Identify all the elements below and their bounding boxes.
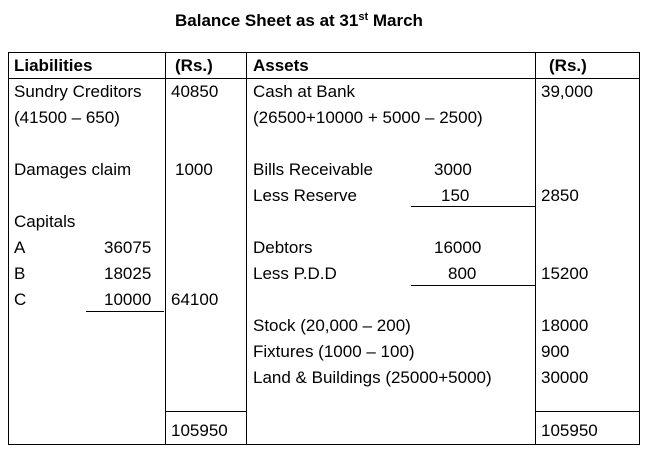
sundry-creditors-label: Sundry Creditors xyxy=(14,82,142,101)
less-reserve-value: 150 xyxy=(441,186,470,205)
header-assets-amount: (Rs.) xyxy=(549,56,587,75)
debtors-value: 16000 xyxy=(434,238,482,257)
bills-receivable-value: 3000 xyxy=(434,160,472,179)
capitals-amount: 64100 xyxy=(171,290,219,309)
liab-amount-divider xyxy=(165,52,166,445)
bills-receivable-underline xyxy=(411,206,535,207)
damages-claim-amount: 1000 xyxy=(175,160,213,179)
header-liabilities-amount: (Rs.) xyxy=(175,56,213,75)
right-border xyxy=(639,52,640,445)
cash-at-bank-amount: 39,000 xyxy=(541,82,593,101)
land-buildings-amount: 30000 xyxy=(541,368,589,387)
partner-b-value: 18025 xyxy=(104,264,152,283)
table-bottom-border xyxy=(8,444,640,445)
cash-at-bank-detail: (26500+10000 + 5000 – 2500) xyxy=(253,108,483,127)
partner-a-value: 36075 xyxy=(104,238,152,257)
assets-amount-divider xyxy=(535,52,536,445)
land-buildings-label: Land & Buildings (25000+5000) xyxy=(253,368,492,387)
liabilities-total: 105950 xyxy=(171,421,228,440)
title-main: Balance Sheet as at 31 xyxy=(175,11,359,30)
bills-receivable-label: Bills Receivable xyxy=(253,160,373,179)
header-bottom-border xyxy=(8,78,640,79)
debtors-amount: 15200 xyxy=(541,264,589,283)
left-border xyxy=(8,52,9,445)
header-liabilities: Liabilities xyxy=(14,56,93,75)
damages-claim-label: Damages claim xyxy=(14,160,132,179)
title-superscript: st xyxy=(358,11,369,23)
less-pdd-value: 800 xyxy=(448,264,477,283)
partner-c-value: 10000 xyxy=(104,290,152,309)
page-title xyxy=(175,11,423,31)
table-top-border xyxy=(8,52,640,53)
debtors-label: Debtors xyxy=(253,238,313,257)
fixtures-amount: 900 xyxy=(541,342,570,361)
center-divider xyxy=(246,52,247,445)
debtors-underline xyxy=(411,285,535,286)
capitals-label: Capitals xyxy=(14,212,76,231)
capitals-subtotal-underline xyxy=(86,311,164,312)
title-tail: March xyxy=(368,11,423,30)
bills-receivable-amount: 2850 xyxy=(541,186,579,205)
partner-a-name: A xyxy=(14,238,26,257)
partner-c-name: C xyxy=(14,290,27,309)
stock-label: Stock (20,000 – 200) xyxy=(253,316,411,335)
less-pdd-label: Less P.D.D xyxy=(253,264,337,283)
stock-amount: 18000 xyxy=(541,316,589,335)
sundry-creditors-detail: (41500 – 650) xyxy=(14,108,120,127)
cash-at-bank-label: Cash at Bank xyxy=(253,82,356,101)
fixtures-label: Fixtures (1000 – 100) xyxy=(253,342,415,361)
partner-b-name: B xyxy=(14,264,26,283)
less-reserve-label: Less Reserve xyxy=(253,186,357,205)
assets-total-line xyxy=(535,411,640,412)
assets-total: 105950 xyxy=(541,421,598,440)
liabilities-total-line xyxy=(165,411,246,412)
header-assets: Assets xyxy=(253,56,309,75)
sundry-creditors-amount: 40850 xyxy=(171,82,219,101)
